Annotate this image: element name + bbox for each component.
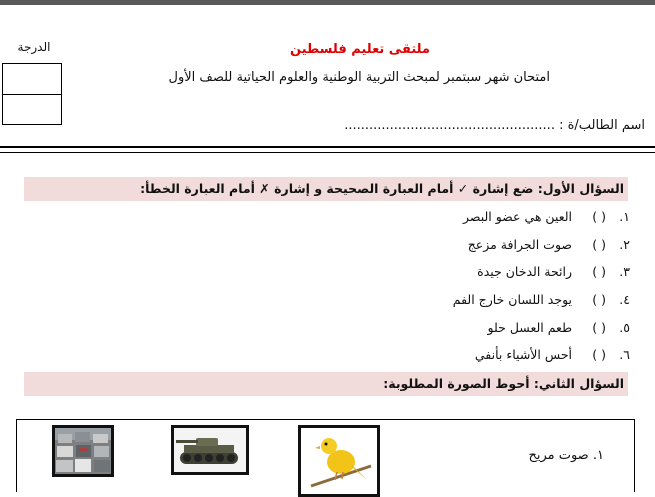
item-number: ١. bbox=[592, 448, 604, 463]
answer-parentheses[interactable]: ( ) bbox=[592, 237, 607, 252]
tank-icon bbox=[174, 428, 246, 472]
answer-parentheses[interactable]: ( ) bbox=[592, 347, 607, 362]
question1-heading: السؤال الأول: ضع إشارة ✓ أمام العبارة الصحيحة و إشارة ✗ أمام العبارة الخطأ: bbox=[24, 177, 628, 201]
traffic-icon bbox=[55, 428, 111, 474]
item-number: ١. bbox=[619, 209, 630, 224]
item-text: رائحة الدخان جيدة bbox=[477, 264, 573, 279]
answer-parentheses[interactable]: ( ) bbox=[592, 264, 607, 279]
item-number: ٢. bbox=[619, 237, 630, 252]
traffic-photo[interactable] bbox=[52, 425, 114, 477]
top-border bbox=[0, 0, 655, 5]
item-text: العين هي عضو البصر bbox=[462, 209, 573, 224]
item-text: صوت الجرافة مزعج bbox=[467, 237, 573, 252]
question1-item-2 bbox=[300, 233, 630, 257]
question1-item-3 bbox=[300, 260, 630, 284]
student-name-line: اسم الطالب/ة : ................................................... bbox=[344, 118, 645, 133]
item-text: أحس الأشياء بأنفي bbox=[474, 347, 573, 362]
grade-box-divider bbox=[3, 94, 61, 95]
answer-parentheses[interactable]: ( ) bbox=[592, 209, 607, 224]
answer-parentheses[interactable]: ( ) bbox=[592, 292, 607, 307]
question1-item-4 bbox=[300, 288, 630, 312]
question2-item-1 bbox=[528, 448, 604, 463]
canary-bird-icon bbox=[301, 428, 377, 494]
question1-item-5 bbox=[300, 316, 630, 340]
tank-photo[interactable] bbox=[171, 425, 249, 475]
canary-photo[interactable] bbox=[298, 425, 380, 497]
item-text: صوت مريح bbox=[528, 448, 589, 463]
grade-box bbox=[2, 63, 62, 125]
item-number: ٦. bbox=[619, 347, 630, 362]
item-number: ٣. bbox=[619, 264, 630, 279]
item-number: ٤. bbox=[619, 292, 630, 307]
site-title: ملتقى تعليم فلسطين bbox=[290, 42, 430, 57]
grade-label: الدرجة bbox=[17, 40, 51, 54]
question2-heading: السؤال الثاني: أحوط الصورة المطلوبة: bbox=[24, 372, 628, 396]
exam-title: امتحان شهر سبتمبر لمبحث التربية الوطنية والعلوم الحياتية للصف الأول bbox=[168, 70, 550, 85]
item-text: طعم العسل حلو bbox=[487, 320, 573, 335]
question1-item-1 bbox=[300, 205, 630, 229]
item-text: يوجد اللسان خارج الفم bbox=[452, 292, 573, 307]
item-number: ٥. bbox=[619, 320, 630, 335]
answer-parentheses[interactable]: ( ) bbox=[592, 320, 607, 335]
header-divider bbox=[0, 146, 655, 153]
picture-question-frame bbox=[16, 419, 635, 492]
question1-item-6 bbox=[300, 343, 630, 367]
